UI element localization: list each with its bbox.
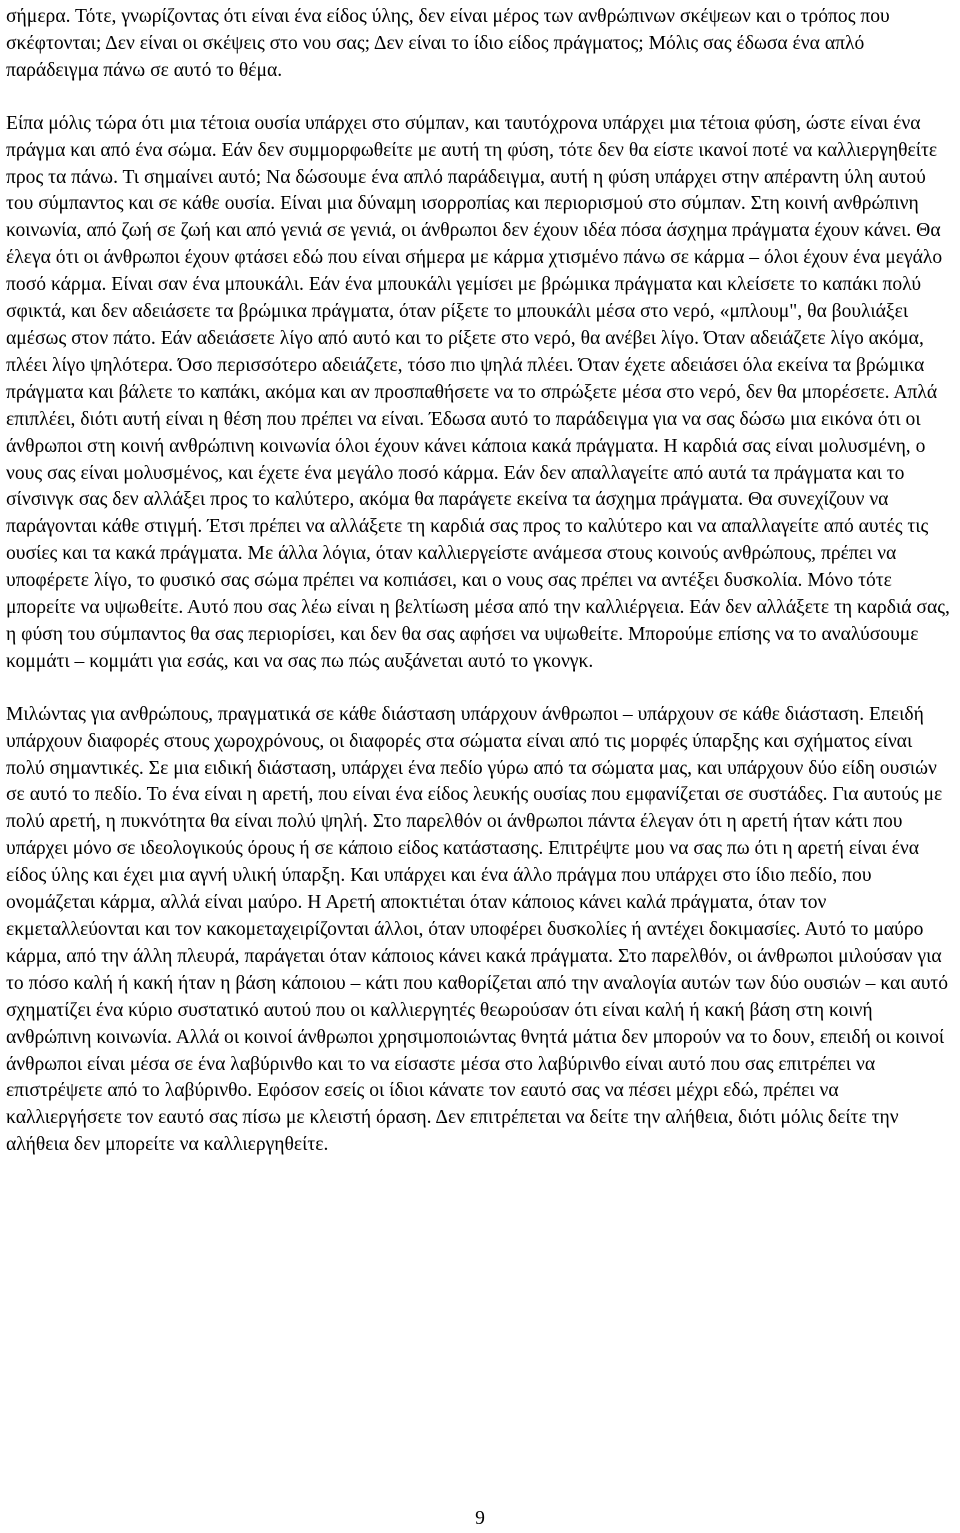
page-number: 9	[475, 1508, 485, 1529]
paragraph-virtue-and-karma: Μιλώντας για ανθρώπους, πραγματικά σε κάθε διάσταση υπάρχουν άνθρωποι – υπάρχουν σε κάθε διάσταση. Επειδή υπάρχουν διαφορές στους χωροχρόνους, οι διαφορές στα σώματα είναι από τις μορφές ύπαρξης και σχήματος είναι πολύ σημαντικές. Σε μια ειδική διάσταση, υπάρχει ένα πεδίο γύρω από τα σώματα μας, και υπάρχουν δύο είδη ουσιών σε αυτό το πεδίο. Το ένα είναι η αρετή, που είναι ένα είδος λευκής ουσίας που εμφανίζεται σε συστάδες. Για αυτούς με πολύ αρετή, η πυκνότητα θα είναι πολύ ψηλή. Στο παρελθόν οι άνθρωποι πάντα έλεγαν ότι η αρετή ήταν κάτι που υπάρχει μόνο σε ιδεολογικούς όρους ή σε κάποιο είδος κατάστασης. Επιτρέψτε μου να σας πω ότι η αρετή είναι ένα είδος ύλης και έχει μια αγνή υλική ύπαρξη. Και υπάρχει και ένα άλλο πράγμα που υπάρχει στο ίδιο πεδίο, που ονομάζεται κάρμα, αλλά είναι μαύρο. Η Αρετή αποκτιέται όταν κάποιος κάνει καλά πράγματα, όταν τον εκμεταλλεύονται και τον κακομεταχειρίζονται άλλοι, όταν υποφέρει δυσκολίες ή αντέχει δοκιμασίες. Αυτό το μαύρο κάρμα, από την άλλη πλευρά, παράγεται όταν κάποιος κάνει κακά πράγματα. Στο παρελθόν, οι άνθρωποι μιλούσαν για το πόσο καλή ή κακή ήταν η βάση κάποιου – κάτι που καθορίζεται από την αναλογία αυτών των δύο ουσιών – και αυτό σχηματίζει ένα κύριο συστατικό αυτού που οι καλλιεργητές θεωρούσαν ότι είναι καλή ή κακή βάση στη κοινή ανθρώπινη κοινωνία. Αλλά οι κοινοί άνθρωποι χρησιμοποιώντας θνητά μάτια δεν μπορούν να το δουν, επειδή οι κοινοί άνθρωποι είναι μέσα σε ένα λαβύρινθο και το να είσαστε μέσα στο λαβύρινθο είναι αυτό που σας επιτρέπει να επιστρέψετε από το λαβύρινθο. Εφόσον εσείς οι ίδιοι κάνατε τον εαυτό σας να πέσει μέχρι εδώ, πρέπει να καλλιεργήσετε τον εαυτό σας πίσω με κλειστή όραση. Δεν επιτρέπεται να δείτε την αλήθεια, διότι μόλις δείτε την αλήθεια δεν μπορείτε να καλλιεργηθείτε.	[6, 703, 949, 1156]
paragraph-continuation: σήμερα. Τότε, γνωρίζοντας ότι είναι ένα είδος ύλης, δεν είναι μέρος των ανθρώπινων σκέψεων και ο τρόπος που σκέφτονται; Δεν είναι οι σκέψεις στο νου σας; Δεν είναι το ίδιο είδος πράγματος; Μόλις σας έδωσα ένα απλό παράδειγμα πάνω σε αυτό το θέμα.	[6, 6, 890, 81]
document-body	[6, 4, 954, 1159]
paragraph-nature-of-universe: Είπα μόλις τώρα ότι μια τέτοια ουσία υπάρχει στο σύμπαν, και ταυτόχρονα υπάρχει μια τέτοια φύση, ώστε είναι ένα πράγμα και από ένα σώμα. Εάν δεν συμμορφωθείτε με αυτή τη φύση, τότε δεν θα είστε ικανοί ποτέ να καλλιεργηθείτε προς τα πάνω. Τι σημαίνει αυτό; Να δώσουμε ένα απλό παράδειγμα, αυτή η φύση υπάρχει στην απέραντη ύλη αυτού του σύμπαντος και σε κάθε ουσία. Είναι μια δύναμη ισορροπίας και περιορισμού στο σύμπαν. Στη κοινή ανθρώπινη κοινωνία, από ζωή σε ζωή και από γενιά σε γενιά, οι άνθρωποι δεν έχουν ιδέα πόσα άσχημα πράγματα έχουν κάνει. Θα έλεγα ότι οι άνθρωποι έχουν φτάσει εδώ που είναι σήμερα με κάρμα χτισμένο πάνω σε κάρμα – όλοι έχουν ένα μεγάλο ποσό κάρμα. Είναι σαν ένα μπουκάλι. Εάν ένα μπουκάλι γεμίσει με βρώμικα πράγματα και κλείσετε το καπάκι πολύ σφικτά, και δεν αδειάσετε τα βρώμικα πράγματα, όταν ρίξετε το μπουκάλι μέσα στο νερό, «μπλουμ", θα βουλιάξει αμέσως στον πάτο. Εάν αδειάσετε λίγο από αυτό και το ρίξετε στο νερό, θα ανέβει λίγο. Όταν αδειάζετε λίγο ακόμα, πλέει λίγο ψηλότερα. Όσο περισσότερο αδειάζετε, τόσο πιο ψηλά πλέει. Όταν έχετε αδειάσει όλα εκείνα τα βρώμικα πράγματα και βάλετε το καπάκι, ακόμα και αν προσπαθήσετε να το σπρώξετε μέσα στο νερό, δεν θα μπορέσετε. Απλά επιπλέει, διότι αυτή είναι η θέση που πρέπει να είναι. Έδωσα αυτό το παράδειγμα για να σας δώσω μια εικόνα ότι οι άνθρωποι στη κοινή ανθρώπινη κοινωνία όλοι έχουν κάνει κάποια κακά πράγματα. Η καρδιά σας είναι μολυσμένη, ο νους σας είναι μολυσμένος, και έχετε ένα μεγάλο ποσό κάρμα. Εάν δεν απαλλαγείτε από αυτά τα πράγματα και το σίνσινγκ σας δεν αλλάξει προς το καλύτερο, ακόμα θα παράγετε εκείνα τα άσχημα πράγματα. Θα συνεχίζουν να παράγονται κάθε στιγμή. Έτσι πρέπει να αλλάξετε τη καρδιά σας προς το καλύτερο και να απαλλαγείτε από αυτές τις ουσίες και τα κακά πράγματα. Με άλλα λόγια, όταν καλλιεργείστε ανάμεσα στους κοινούς ανθρώπους, πρέπει να υποφέρετε λίγο, το φυσικό σας σώμα πρέπει να κοπιάσει, και ο νους σας πρέπει να αντέξει δυσκολία. Μόνο τότε μπορείτε να υψωθείτε. Αυτό που σας λέω είναι η βελτίωση μέσα από την καλλιέργεια. Εάν δεν αλλάξετε τη καρδιά σας, η φύση του σύμπαντος θα σας περιορίσει, και δεν θα σας αφήσει να υψωθείτε. Μπορούμε επίσης να το αναλύσουμε κομμάτι – κομμάτι για εσάς, και να σας πω πώς αυξάνεται αυτό το γκονγκ.	[6, 112, 950, 672]
